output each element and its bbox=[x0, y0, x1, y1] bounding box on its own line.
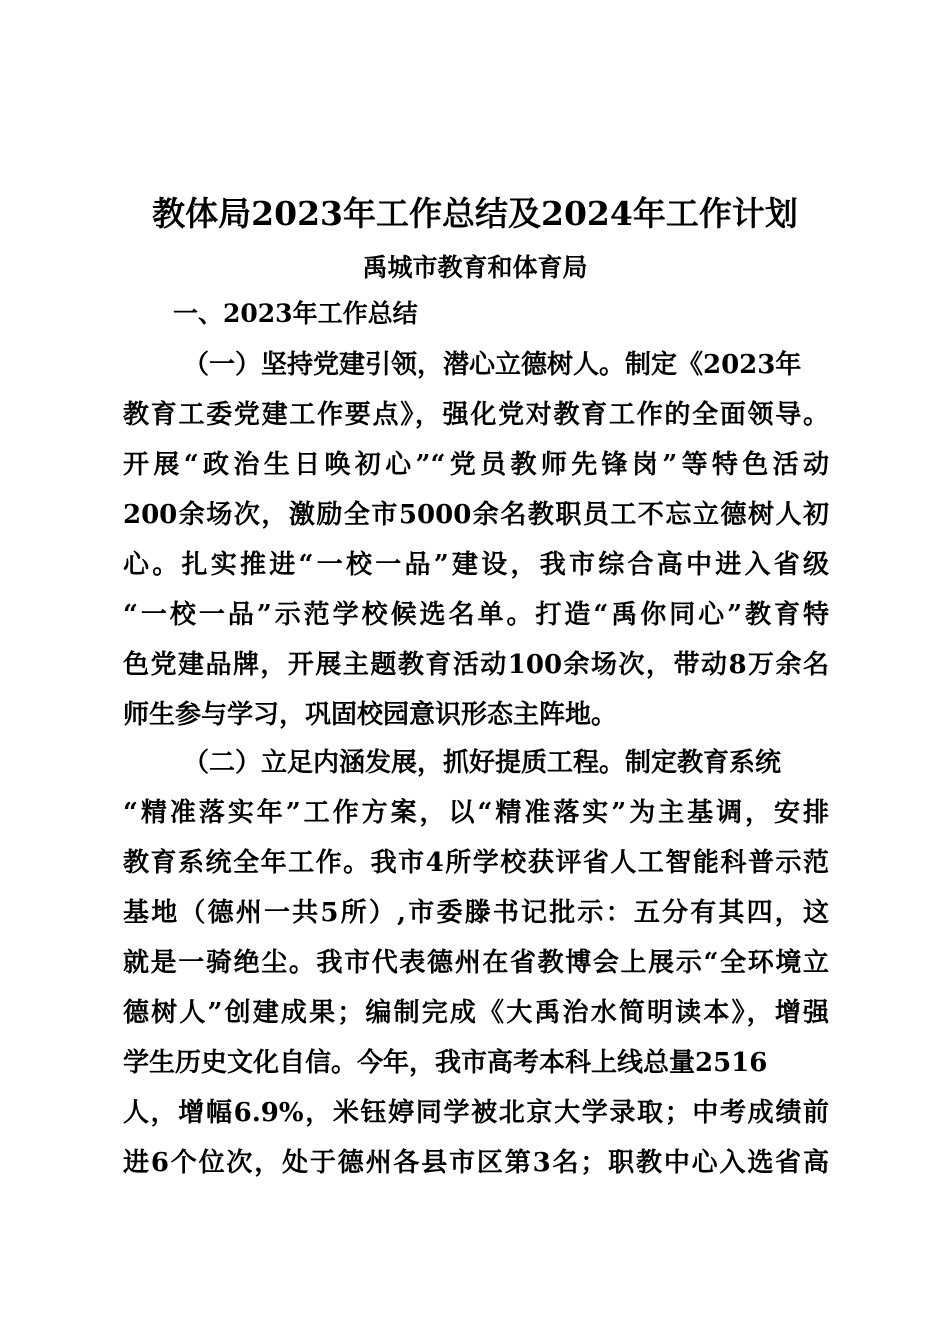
paragraph-line: 心。扎实推进“一校一品”建设，我市综合高中进入省级 bbox=[123, 550, 829, 580]
paragraph-line: 色党建品牌，开展主题教育活动100余场次，带动8万余名 bbox=[123, 650, 829, 680]
paragraph-line: 师生参与学习，巩固校园意识形态主阵地。 bbox=[123, 700, 618, 730]
section-heading: 一、2023年工作总结 bbox=[173, 299, 418, 328]
paragraph-line: 人，增幅6.9%，米钰婷同学被北京大学录取；中考成绩前 bbox=[123, 1098, 829, 1128]
paragraph-line: （二）立足内涵发展，抓好提质工程。制定教育系统 bbox=[183, 748, 782, 778]
paragraph-party-building bbox=[123, 340, 829, 740]
paragraph-line: “一校一品”示范学校候选名单。打造“禹你同心”教育特 bbox=[123, 600, 829, 630]
paragraph-line: 200余场次，激励全市5000余名教职员工不忘立德树人初 bbox=[123, 500, 829, 530]
paragraph-line: 进6个位次，处于德州各县市区第3名；职教中心入选省高 bbox=[123, 1148, 829, 1178]
paragraph-line: 教育系统全年工作。我市4所学校获评省人工智能科普示范 bbox=[123, 848, 829, 878]
paragraph-line: 开展“政治生日唤初心”“党员教师先锋岗”等特色活动 bbox=[123, 450, 829, 480]
paragraph-line: 就是一骑绝尘。我市代表德州在省教博会上展示“全环境立 bbox=[123, 948, 829, 978]
document-author: 禹城市教育和体育局 bbox=[362, 253, 588, 282]
paragraph-line: 基地（德州一共5所）,市委滕书记批示：五分有其四，这 bbox=[123, 898, 829, 928]
paragraph-line: 教育工委党建工作要点》，强化党对教育工作的全面领导。 bbox=[123, 400, 829, 430]
paragraph-quality-development bbox=[123, 738, 829, 1188]
paragraph-line: （一）坚持党建引领，潜心立德树人。制定《2023年 bbox=[183, 350, 802, 380]
document-title: 教体局2023年工作总结及2024年工作计划 bbox=[152, 194, 798, 233]
paragraph-line: 德树人”创建成果；编制完成《大禹治水简明读本》，增强 bbox=[123, 998, 829, 1028]
paragraph-line: “精准落实年”工作方案，以“精准落实”为主基调，安排 bbox=[123, 798, 829, 828]
paragraph-line: 学生历史文化自信。今年，我市高考本科上线总量2516 bbox=[123, 1048, 768, 1078]
